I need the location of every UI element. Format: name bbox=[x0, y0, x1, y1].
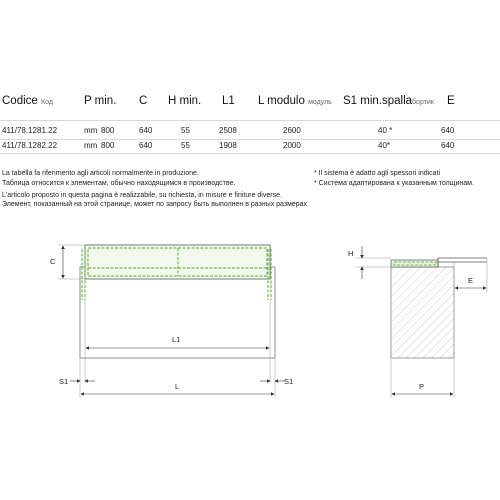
cabinet-section bbox=[391, 267, 454, 358]
note-system-ru: * Система адаптирована к указанным толщинам. bbox=[314, 180, 474, 187]
cell-h: 55 bbox=[181, 141, 190, 150]
note-article-ru: Элемент, показанный на этой странице, может по запросу быть выполнен в разных размерах bbox=[2, 201, 308, 208]
cell-s1: 40* bbox=[378, 141, 391, 150]
label-p: P bbox=[419, 382, 425, 391]
note-reference-ru: Таблица относится к элементам, обычно находящимся в производстве. bbox=[2, 180, 236, 187]
cell-e: 640 bbox=[441, 126, 455, 135]
cell-l1: 2508 bbox=[219, 126, 237, 135]
cell-h: 55 bbox=[181, 126, 190, 135]
header-l1: L1 bbox=[222, 95, 235, 107]
cell-s1: 40 * bbox=[378, 126, 393, 135]
header-e: E bbox=[447, 95, 455, 107]
cell-unit: mm bbox=[84, 141, 98, 150]
shelf-profile bbox=[391, 260, 438, 267]
label-s1-right: S1 bbox=[284, 377, 294, 386]
cell-code: 411/78.1282.22 bbox=[2, 141, 58, 150]
note-system-it: * Il sistema è adatto agli spessori indicati bbox=[314, 170, 441, 177]
label-l: L bbox=[175, 382, 180, 391]
cell-p: 800 bbox=[101, 141, 115, 150]
side-view bbox=[348, 246, 487, 398]
label-c: C bbox=[50, 257, 56, 266]
header-codice-ru: Код bbox=[41, 99, 53, 106]
header-c: C bbox=[139, 95, 148, 107]
cell-unit: mm bbox=[84, 126, 98, 135]
cell-l1: 1908 bbox=[219, 141, 237, 150]
cell-l: 2600 bbox=[283, 126, 301, 135]
cell-c: 640 bbox=[139, 141, 153, 150]
cell-c: 640 bbox=[139, 126, 153, 135]
cell-e: 640 bbox=[441, 141, 455, 150]
header-s1-ru: бортик bbox=[412, 99, 434, 106]
note-reference-it: La tabella fa riferimento agli articoli normalmente in produzione. bbox=[2, 170, 199, 177]
header-h-min: H min. bbox=[168, 95, 202, 107]
cell-l: 2000 bbox=[283, 141, 301, 150]
cell-p: 800 bbox=[101, 126, 115, 135]
front-view bbox=[50, 245, 293, 398]
module-outline bbox=[80, 267, 275, 358]
cell-code: 411/78.1281.22 bbox=[2, 126, 58, 135]
header-s1: S1 min.spallaбортик bbox=[343, 95, 434, 107]
header-l-modulo: L modulo модуль bbox=[258, 95, 332, 107]
label-l1: L1 bbox=[172, 335, 181, 344]
label-h: H bbox=[348, 249, 354, 258]
header-l-modulo-ru: модуль bbox=[308, 99, 332, 106]
label-e: E bbox=[468, 276, 474, 285]
header-p-min: P min. bbox=[84, 95, 117, 107]
header-codice: Codice Код bbox=[2, 95, 53, 107]
note-article-it: L'articolo proposto in questa pagina è realizzabile, su richiesta, in misure e finiture diverse. bbox=[2, 192, 282, 199]
label-s1-left: S1 bbox=[59, 377, 69, 386]
